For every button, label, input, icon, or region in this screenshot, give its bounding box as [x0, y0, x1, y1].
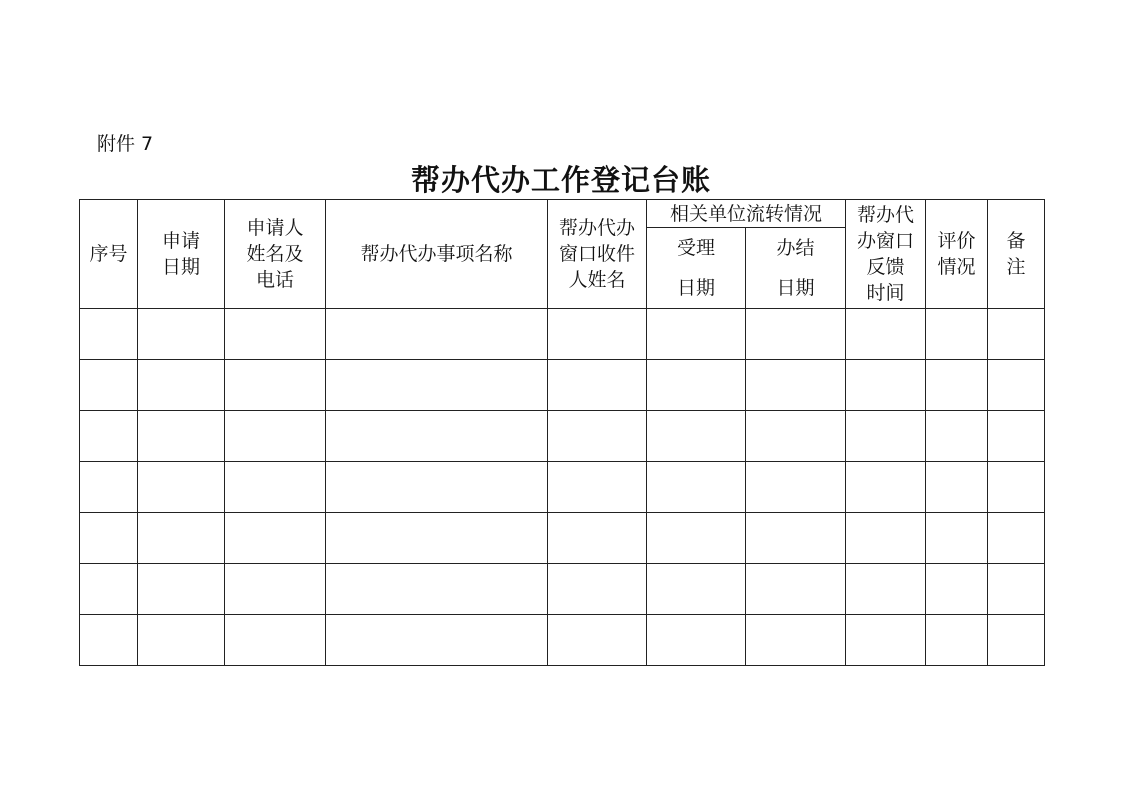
table-row [80, 411, 1045, 462]
table-cell [225, 309, 326, 360]
table-cell [746, 360, 846, 411]
table-cell [846, 564, 926, 615]
table-cell [988, 513, 1045, 564]
table-cell [647, 513, 746, 564]
table-cell [80, 360, 138, 411]
header-feedback-time: 帮办代 办窗口 反馈 时间 [846, 200, 926, 309]
header-matter-name: 帮办代办事项名称 [326, 200, 548, 309]
table-cell [80, 615, 138, 666]
table-cell [80, 309, 138, 360]
table-cell [926, 564, 988, 615]
header-applicant: 申请人 姓名及 电话 [225, 200, 326, 309]
table-cell [326, 360, 548, 411]
table-cell [548, 462, 647, 513]
page-title: 帮办代办工作登记台账 [410, 163, 711, 197]
table-cell [80, 411, 138, 462]
table-cell [926, 462, 988, 513]
header-transfer-group: 相关单位流转情况 [647, 200, 846, 228]
table-cell [138, 564, 225, 615]
table-cell [746, 411, 846, 462]
attachment-label: 附件 7 [97, 133, 154, 155]
table-cell [225, 462, 326, 513]
table-cell [80, 513, 138, 564]
table-cell [80, 462, 138, 513]
header-evaluation: 评价 情况 [926, 200, 988, 309]
table-row [80, 513, 1045, 564]
header-receiver-name: 帮办代办 窗口收件 人姓名 [548, 200, 647, 309]
table-cell [548, 564, 647, 615]
table-cell [846, 309, 926, 360]
table-cell [138, 309, 225, 360]
table-body [80, 309, 1045, 666]
table-cell [326, 513, 548, 564]
table-cell [225, 360, 326, 411]
table-cell [926, 309, 988, 360]
table-cell [548, 411, 647, 462]
table-row [80, 615, 1045, 666]
table-cell [647, 615, 746, 666]
table-header [80, 200, 1045, 309]
table-cell [225, 411, 326, 462]
table-cell [80, 564, 138, 615]
table-cell [326, 564, 548, 615]
header-seq: 序号 [80, 200, 138, 309]
table-cell [548, 309, 647, 360]
table-cell [138, 513, 225, 564]
table-row [80, 564, 1045, 615]
table-cell [225, 564, 326, 615]
table-cell [647, 411, 746, 462]
header-apply-date: 申请 日期 [138, 200, 225, 309]
table-cell [746, 513, 846, 564]
table-cell [988, 615, 1045, 666]
header-finish-date: 办结 日期 [746, 228, 846, 309]
table-cell [548, 360, 647, 411]
table-row [80, 462, 1045, 513]
table-cell [846, 615, 926, 666]
table-cell [225, 615, 326, 666]
table-cell [746, 462, 846, 513]
table-cell [988, 360, 1045, 411]
table-cell [988, 309, 1045, 360]
table-cell [926, 615, 988, 666]
table-cell [846, 462, 926, 513]
table-cell [326, 462, 548, 513]
table-cell [647, 462, 746, 513]
table-cell [647, 360, 746, 411]
header-remarks: 备 注 [988, 200, 1045, 309]
table-cell [926, 360, 988, 411]
table-cell [138, 462, 225, 513]
table-cell [988, 411, 1045, 462]
table-cell [138, 360, 225, 411]
table-cell [647, 309, 746, 360]
table-cell [326, 309, 548, 360]
table-cell [138, 411, 225, 462]
header-accept-date: 受理 日期 [647, 228, 746, 309]
table-cell [326, 411, 548, 462]
table-cell [988, 564, 1045, 615]
registration-ledger-table [79, 199, 1045, 666]
table-cell [846, 360, 926, 411]
table-cell [548, 615, 647, 666]
table-cell [138, 615, 225, 666]
table-cell [548, 513, 647, 564]
table-cell [846, 411, 926, 462]
table-cell [326, 615, 548, 666]
table-row [80, 309, 1045, 360]
table-cell [988, 462, 1045, 513]
table-cell [746, 564, 846, 615]
table-cell [225, 513, 326, 564]
table-cell [746, 309, 846, 360]
table-cell [926, 513, 988, 564]
table-cell [846, 513, 926, 564]
table-cell [746, 615, 846, 666]
table-cell [647, 564, 746, 615]
table-cell [926, 411, 988, 462]
table-row [80, 360, 1045, 411]
